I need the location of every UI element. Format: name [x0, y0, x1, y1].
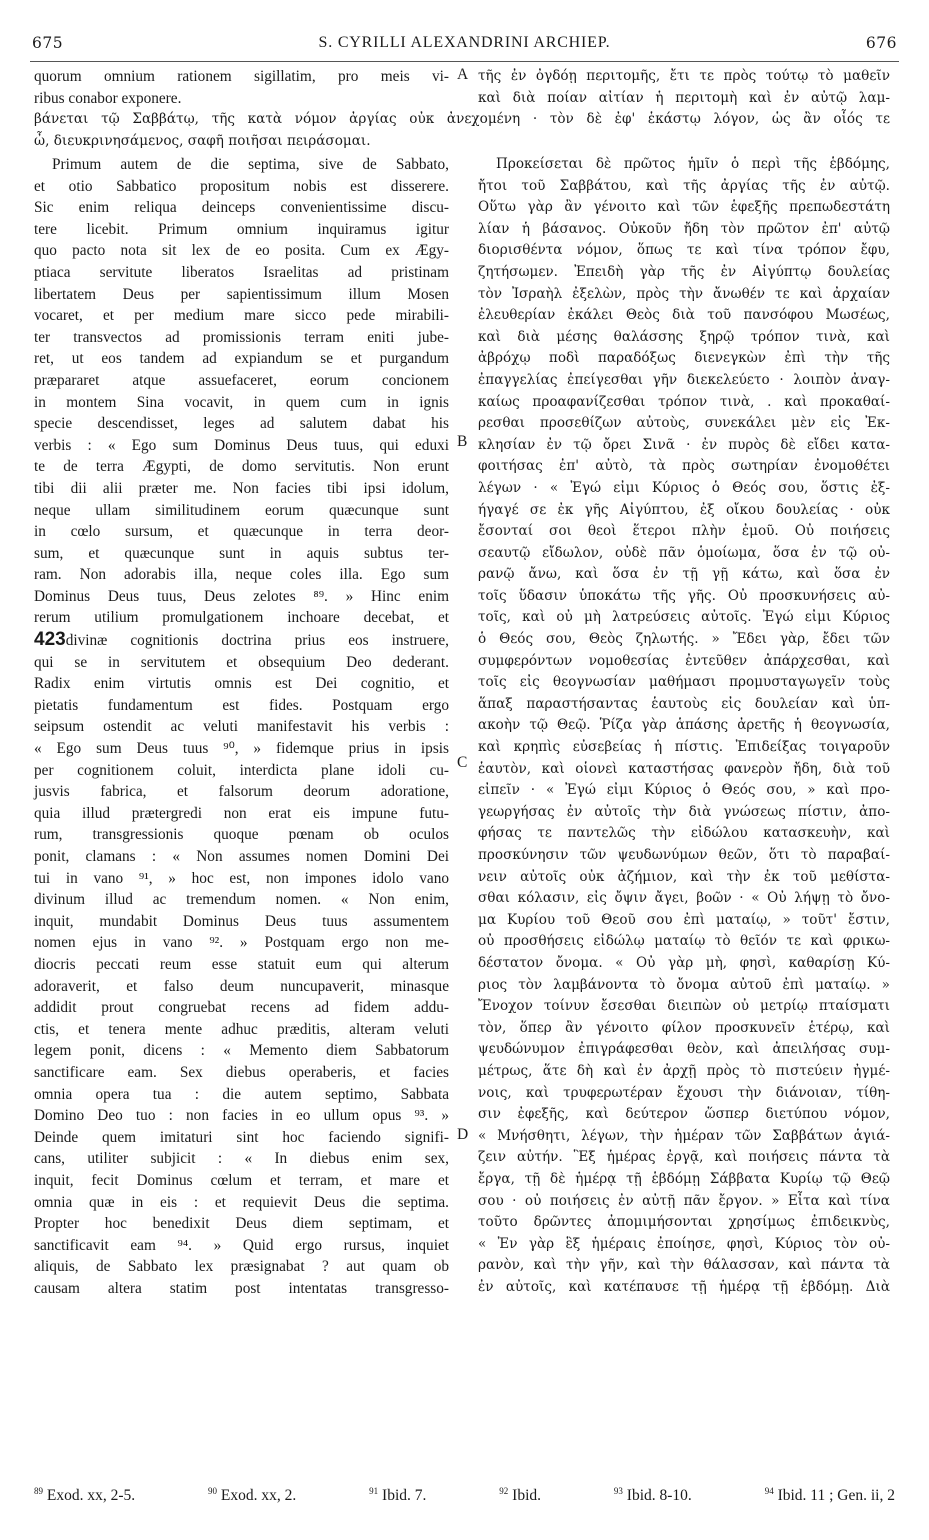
latin-line: adoraverit, et falso deum nuncupaverit, minasque — [34, 977, 449, 995]
latin-line: rum, transgressionis quoque pœnam ob oculos — [34, 826, 449, 844]
greek-line: μέτρως, ἅτε δὴ καὶ ἐν ἀρχῇ πρὸς τὸ πιστεύειν ἠγμέ- — [478, 1062, 890, 1079]
greek-line: ρεσθαι προσεθίζων αὐτοὺς, συνεκάλει μὲν εἰς Ἐκ- — [478, 415, 890, 432]
greek-line: προσκύνησιν τῶν ψευδωνύμων θεῶν, ὅτι τὸ παραβαί- — [478, 847, 890, 863]
latin-line: per cognitionem coluit, interdicta plane idoli cu- — [34, 761, 449, 779]
greek-line: λίαν ἡ βάσανος. Οὐκοῦν ἤδη τὸν πρῶτον ἐπ' αὐτῷ — [478, 220, 890, 237]
greek-line: οὐ προσθήσεις εἰδώλῳ ματαίῳ τὸ θεῖόν τε καὶ φρικω- — [478, 933, 890, 950]
latin-line: divinum illud ac tremendum nomen. « Non enim, — [34, 891, 449, 909]
latin-line: Domino Deo tuo : non facies in eo ullum opus ⁹³. » — [34, 1107, 449, 1125]
footnote — [208, 1486, 296, 1505]
greek-line: καίως προαφανίζεσθαι τρόπον τινὰ, . καὶ προκαθαί- — [478, 393, 890, 410]
latin-line: in montem Sina vocavit, in quem cum in ignis — [34, 393, 449, 411]
latin-line: ponit, clamans : « Non assumes nomen Domini Dei — [34, 848, 449, 865]
header-rule — [30, 61, 899, 62]
greek-line: ἐλευθερίαν ἐκάλει Θεὸς διὰ τοῦ πανσόφου Μωσέως, — [478, 307, 890, 324]
latin-line: Propter hoc benedixit Deus diem septimam, et — [34, 1215, 449, 1233]
latin-line: inquit, fecit Dominus cœlum et terram, et mare et — [34, 1171, 449, 1189]
greek-line: διορισθέντα νόμον, ὅπως τε καὶ τίνα τρόπον ἔφυ, — [478, 242, 890, 259]
greek-line: ἔσονταί σοι θεοὶ ἕτεροι πλὴν ἐμοῦ. Οὐ ποιήσεις — [478, 523, 890, 540]
footnote-text: Ibid. 8-10. — [622, 1487, 692, 1505]
margin-letter-b: B — [457, 433, 468, 450]
greek-line: σθαι κόλασιν, εἰς ὄψιν ἄγει, βοῶν · « Οὐ λήψῃ τὸ ὄνο- — [478, 890, 890, 907]
greek-line: σου · οὐ ποιήσεις ἐν αὐτῇ πᾶν ἔργον. » Εἶτα καὶ τίνα — [478, 1192, 890, 1209]
greek-line: σεαυτῷ εἴδωλον, οὐδὲ πᾶν ὁμοίωμα, ὅσα ἐν τῷ οὐ- — [478, 544, 890, 561]
latin-line: quia illud prætergredi non erat eis impune futu- — [34, 804, 449, 822]
greek-line: κλησίαν ἐν τῷ ὄρει Σινᾶ · ἐν πυρὸς δὲ εἴδει κατα- — [478, 436, 890, 453]
greek-line: τοῖς, καὶ οὐ μὴ λατρεύσεις αὐτοῖς. Ἐγώ εἰμι Κύριος — [478, 609, 890, 626]
latin-line: neque ullam similitudinem eorum quæcunque sunt — [34, 501, 449, 519]
latin-line: sum, et quæcunque sunt in aquis subtus ter- — [34, 544, 449, 562]
latin-line: præpararet atque assuefaceret, eorum concionem — [34, 371, 449, 389]
latin-line: vocaret, et per medium mare sicco pede mirabili- — [34, 307, 449, 325]
greek-span-line: βάνεται τῷ Σαββάτῳ, τῆς κατὰ νόμον ἀργίας οὐκ ἀνεχομένη · τὸν δὲ ἐφ' ἑκάστῳ λόγον, ὡς ἂν οἷός τε — [34, 111, 890, 127]
greek-line: ριος τὸν λαμβάνοντα τὸ ὄνομα αὐτοῦ ἐπὶ ματαίῳ. » — [478, 976, 890, 993]
greek-line: ρανῷ ἄνω, καὶ ὅσα ἐν τῇ γῇ κάτω, καὶ ὅσα ἐν — [478, 566, 890, 583]
margin-letter-d: D — [457, 1126, 469, 1143]
latin-line: cans, utiliter subjicit : « In diebus enim sex, — [34, 1150, 449, 1168]
greek-line: ἤτοι τοῦ Σαββάτου, καὶ τῆς ἀργίας τῆς ἐν αὐτῷ. — [478, 177, 890, 194]
greek-line: ἐν αὐτοῖς, καὶ κατέπαυσε τῇ ἡμέρᾳ τῇ ἑβδόμῃ. Διὰ — [478, 1278, 890, 1295]
latin-line: sanctificavit eam ⁹⁴. » Quid ergo rursus, inquiet — [34, 1236, 449, 1254]
greek-line: ψευδώνυμον ἐπιγράφεσθαι θεὸν, καὶ ἀπειλήσας συμ- — [478, 1041, 890, 1058]
greek-line: ἔργα, τῇ δὲ ἡμέρᾳ τῇ ἑβδόμῃ Σάββατα Κυρίῳ τῷ Θεῷ — [478, 1170, 890, 1187]
greek-line: νοις, καὶ τρυφερωτέραν ἔχουσι τὴν διάνοιαν, τίθη- — [478, 1084, 890, 1101]
greek-line: Προκείσεται δὲ πρῶτος ἡμῖν ὁ περὶ τῆς ἑβδόμης, — [496, 156, 890, 172]
latin-line: jusvis fabrica, et falsorum deorum adoratione, — [34, 783, 449, 801]
greek-line: μα Κυρίου τοῦ Θεοῦ σου ἐπὶ ματαίῳ, » τοῦτ' ἔστιν, — [478, 911, 890, 928]
latin-line: ret, ut eos tandem ad expiandum se et purgandum — [34, 350, 449, 368]
greek-line: ρανὸν, καὶ τὴν γῆν, καὶ τὴν θάλασσαν, καὶ πάντα τὰ — [478, 1257, 890, 1274]
latin-line: inquit, mundabit Dominus Deus tuus assumentem — [34, 912, 449, 930]
greek-line: Ἔνοχον τοίνυν ἔσεσθαι διειπὼν οὐ μετρίῳ πταίσματι — [478, 998, 890, 1015]
latin-line: aliquis, de Sabbato lex præsignabat ? aut quam ob — [34, 1258, 449, 1276]
latin-line: nomen ejus in vano ⁹². » Postquam ergo non me- — [34, 934, 449, 952]
footnote-number: 93 — [613, 1486, 623, 1497]
latin-line — [34, 629, 449, 652]
greek-line: ζειν αὐτήν. Ἓξ ἡμέρας ἐργᾷ, καὶ ποιήσεις πάντα τὰ — [478, 1149, 890, 1166]
latin-line: specie descendisset, leges ad salutem dabat his — [34, 415, 449, 433]
latin-line: legem ponit, dicens : « Memento diem Sabbatorum — [34, 1042, 449, 1060]
latin-line: quo pacto nota sit lex de eo posita. Cum ex Ægy- — [34, 242, 449, 260]
latin-line: libertatem Deus per sapientissimum illum Mosen — [34, 285, 449, 303]
greek-line: φήσας τε παντελῶς τὴν εἰδώλου κατασκευὴν, καὶ — [478, 825, 890, 842]
greek-line: καὶ κρηπὶς εὐσεβείας ἡ πίστις. Ἐπιδείξας τοιγαροῦν — [478, 739, 890, 756]
latin-line: « Ego sum Deus tuus ⁹⁰, » fidemque prius in ipsis — [34, 740, 449, 758]
latin-line: in cœlo sursum, et quæcunque in terra deor- — [34, 523, 449, 541]
latin-line: Primum autem de die septima, sive de Sabbato, — [52, 156, 449, 173]
latin-line: omnia quæ in eis : et requievit Deus die septima. — [34, 1193, 449, 1211]
greek-span-line: ὦ, διευκρινησάμενος, σαφῆ ποιῆσαι πειράσομαι. — [34, 133, 371, 149]
greek-line: νειν αὐτοῖς οὐκ ἀζήμιον, καὶ τὴν ἐκ τοῦ μεθίστα- — [478, 868, 890, 885]
greek-line: καὶ διὰ μέσης θαλάσσης ξηρῷ τρόπον τινὰ, καὶ — [478, 328, 890, 345]
latin-line: pietatis fundamentum est fides. Postquam ergo — [34, 696, 449, 714]
greek-line: τὸν Ἰσραὴλ ἐξελὼν, πρὸς τὴν ἄνωθέν τε καὶ ἀρχαίαν — [478, 285, 890, 302]
left-page-number: 675 — [32, 34, 64, 52]
latin-line: tibi dii alii præter me. Non facies tibi ipsi idolum, — [34, 479, 449, 497]
greek-line: τοῖς ὕδασιν ὑποκάτω τῆς γῆς. Οὐ προσκυνήσεις αὐ- — [478, 587, 890, 604]
latin-line: ram. Non adorabis illa, neque coles illa. Ego sum — [34, 566, 449, 584]
greek-line: ὁ Θεός σου, Θεὸς ζηλωτής. » Ἔδει γὰρ, ἔδει τῶν — [478, 631, 890, 648]
greek-line: εἰπεῖν · « Ἐγώ εἰμι Κύριος ὁ Θεός σου, » καὶ προ- — [478, 782, 890, 799]
footnote-text: Ibid. — [508, 1487, 542, 1505]
latin-line: diocris peccati reum esse statuit eum qui alterum — [34, 955, 449, 973]
greek-line: ἅπαξ παραστήσαντας ἑαυτοὺς εἰς δουλείαν καὶ ὑπ- — [478, 695, 890, 712]
latin-line: te de terra Ægypti, de domo servitutis. Non erunt — [34, 458, 449, 476]
latin-line: Dominus Deus tuus, Deus zelotes ⁸⁹. » Hinc enim — [34, 587, 449, 605]
latin-line: ptiaca servitute liberatos Israelitas ad pristinam — [34, 263, 449, 281]
greek-line: ἑαυτὸν, καὶ οἱονεὶ καταστήσας φανερὸν ἤδη, διὰ τοῦ — [478, 760, 890, 777]
latin-intro-line: ribus conabor exponere. — [34, 89, 182, 107]
footnote — [369, 1486, 426, 1505]
latin-line: Sic enim reliqua deinceps convenientissime discu- — [34, 199, 449, 217]
greek-line: ἐπαγγελίας ἐπείγεσθαι γῆν διεκελεύετο · λοιπὸν ἀναγ- — [478, 371, 890, 388]
greek-line: Οὕτω γὰρ ἂν γένοιτο καὶ τῶν ἑφεξῆς πρεπωδεστάτη — [478, 199, 890, 216]
latin-line: verbis : « Ego sum Dominus Deus tuus, qui eduxi — [34, 436, 449, 454]
latin-intro-line: quorum omnium rationem sigillatim, pro meis vi- — [34, 68, 449, 85]
footnote-text: Ibid. 7. — [378, 1487, 427, 1505]
latin-line: Deinde quem imitaturi sint hoc faciendo signifi- — [34, 1128, 449, 1146]
latin-line: ter transvectos ad promissionis terram eniti jube- — [34, 328, 449, 346]
greek-line: « Ἐν γὰρ ἓξ ἡμέραις ἐποίησε, φησὶ, Κύριος τὸν οὐ- — [478, 1235, 890, 1252]
latin-intro — [34, 66, 449, 109]
greek-line: ακοὴν τῷ Θεῷ. Ῥίζα γὰρ ἁπάσης ἀρετῆς ἡ θεογνωσία, — [478, 717, 890, 734]
footnote — [765, 1486, 895, 1505]
greek-intro — [478, 66, 890, 109]
greek-line: τοῦτο δρῶντες ἀπομιμήσονται χρησίμως ἐπιδεικνὺς, — [478, 1214, 890, 1231]
latin-line: tui in vano ⁹¹, » hoc est, non impones idolo vano — [34, 869, 449, 887]
greek-line: « Μνήσθητι, λέγων, τὴν ἡμέραν τῶν Σαββάτων ἁγιά- — [478, 1127, 890, 1144]
latin-line: addidit prout congruebat recens ad fidem addu- — [34, 999, 449, 1017]
greek-line: γεωργήσας ἐν αὐτοῖς τὴν διὰ γνώσεως πίστιν, ἀπο- — [478, 803, 890, 820]
running-title: S. CYRILLI ALEXANDRINI ARCHIEP. — [318, 34, 611, 51]
greek-line: ἀβρόχῳ ποδὶ παραδόξως διενεγκὼν ἐπὶ τὴν τῆς — [478, 350, 890, 367]
greek-line: λέγων · « Ἐγώ εἰμι Κύριος ὁ Θεός σου, ὅστις ἐξ- — [478, 479, 890, 496]
latin-line: omnia opera tua : die autem septimo, Sabbata — [34, 1085, 449, 1103]
latin-line: causam altera statim post intentatas transgresso- — [34, 1279, 449, 1297]
footnotes — [34, 1484, 895, 1508]
greek-column — [478, 154, 890, 1298]
footnote-text: Ibid. 11 ; Gen. ii, 2 — [773, 1487, 895, 1505]
margin-letter-a: A — [457, 66, 469, 83]
greek-line: φοιτήσας ἐπ' αὐτὸ, τὰ πρὸς σωτηρίαν ἐνομοθέτει — [478, 458, 890, 475]
latin-column — [34, 154, 449, 1299]
page-header — [32, 26, 897, 60]
greek-line: τὸν, ὅπερ ἂν γένοιτο φίλον προσκυνεῖν ἑτέρῳ, καὶ — [478, 1019, 890, 1036]
latin-line: ctis, et tenera mente adhuc præditis, alteram veluti — [34, 1020, 449, 1038]
footnote-number: 92 — [499, 1486, 509, 1497]
footnote-number: 90 — [208, 1486, 218, 1497]
footnote — [499, 1486, 541, 1505]
greek-line: συμφερόντων νομοθεσίας ἐντεῦθεν ἀπάρχεσθαι, καὶ — [478, 652, 890, 669]
latin-line: qui se in servitutem et obsequium Deo dederant. — [34, 653, 449, 671]
footnote-text: Exod. xx, 2-5. — [43, 1487, 136, 1505]
greek-line: τοῖς εἰς θεογνωσίαν μαθήμασι προμυσταγωγεῖν τοὺς — [478, 674, 890, 691]
latin-line: seipsum ostendit ac veluti manifestavit his verbis : — [34, 718, 449, 736]
footnote — [34, 1486, 135, 1505]
greek-line: ήγαγέ σε ἐκ γῆς Αἰγύπτου, ἐξ οἴκου δουλείας · οὐκ — [478, 501, 890, 518]
footnote-number: 94 — [764, 1486, 774, 1497]
latin-line-text: divinæ cognitionis doctrina prius eos instruere, — [65, 632, 449, 650]
footnote-number: 89 — [34, 1486, 43, 1497]
footnote — [614, 1486, 692, 1505]
latin-line: sanctificare eam. Sex diebus operaberis, et facies — [34, 1063, 449, 1081]
greek-intro-line: καὶ διὰ ποίαν αἰτίαν ἡ περιτομὴ καὶ ἐν αὐτῷ λαμ- — [478, 89, 890, 106]
column-number-marker: 423 — [34, 629, 66, 651]
right-page-number: 676 — [865, 34, 897, 52]
greek-line: ζητήσωμεν. Ἐπειδὴ γὰρ τῆς ἐν Αἰγύπτῳ δουλείας — [478, 263, 890, 280]
greek-line: σιν ἐφεξῆς, καὶ δεύτερον ὥσπερ διετύπου νόμον, — [478, 1106, 890, 1123]
margin-letter-c: C — [457, 754, 468, 771]
footnote-number: 91 — [369, 1486, 379, 1497]
latin-line: et otio Sabbatico propositum nobis est disserere. — [34, 177, 449, 195]
footnote-text: Exod. xx, 2. — [217, 1487, 297, 1505]
latin-line: rerum utilium promulgationem inchoare decebat, et — [34, 609, 449, 627]
latin-line: tere licebit. Primum omnium inquiramus igitur — [34, 220, 449, 238]
greek-intro-line: τῆς ἐν ὀγδόῃ περιτομῆς, ἔτι τε πρὸς τούτῳ τὸ μαθεῖν — [478, 68, 890, 84]
greek-line: δέστατον ὄνομα. « Οὐ γὰρ μὴ, φησὶ, καθαρίσῃ Κύ- — [478, 954, 890, 971]
latin-line: Radix enim virtutis omnis est Dei cognitio, et — [34, 675, 449, 693]
